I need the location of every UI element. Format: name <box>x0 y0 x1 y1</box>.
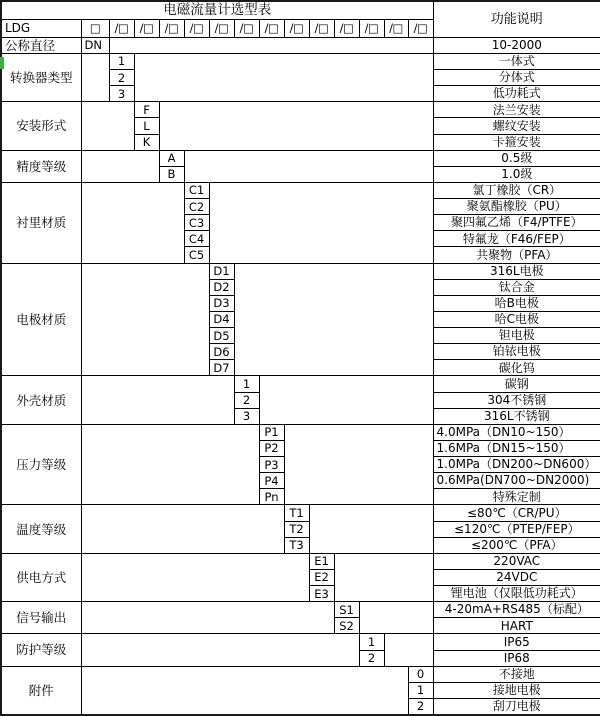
spacer-cell <box>334 553 433 601</box>
scan-artifact-mark <box>0 57 4 69</box>
option-description: 304不锈钢 <box>433 392 600 408</box>
spacer-cell <box>184 150 433 182</box>
group-label: 温度等级 <box>1 505 81 553</box>
spacer-cell <box>81 553 309 601</box>
model-first-box: □ <box>81 19 109 37</box>
model-slot-box: /□ <box>259 19 284 37</box>
spacer-cell <box>309 505 433 553</box>
option-description: IP68 <box>433 650 600 666</box>
option-description: 卡箍安装 <box>433 134 600 150</box>
table-row <box>1 505 600 521</box>
option-description: ≤80℃（CR/PU） <box>433 505 600 521</box>
option-code: A <box>159 150 184 166</box>
spacer-cell <box>284 424 433 505</box>
model-slot-box: /□ <box>284 19 309 37</box>
option-description: 不接地 <box>433 666 600 682</box>
group-label: 附件 <box>1 666 81 715</box>
option-code: 3 <box>234 408 259 424</box>
option-description: ≤120℃（PTEP/FEP） <box>433 521 600 537</box>
table-row <box>1 376 600 392</box>
option-code: C3 <box>184 215 209 231</box>
option-code: 0 <box>408 666 433 682</box>
option-code: C2 <box>184 199 209 215</box>
option-description: 4.0MPa（DN10~150） <box>433 424 600 440</box>
option-code: D5 <box>209 328 234 344</box>
group-label: 精度等级 <box>1 150 81 182</box>
option-description: 1.0级 <box>433 166 600 182</box>
option-code: P3 <box>259 457 284 473</box>
option-code: D7 <box>209 360 234 376</box>
option-code: 3 <box>109 86 134 102</box>
group-label: 防护等级 <box>1 634 81 666</box>
option-code: B <box>159 166 184 182</box>
option-description: 聚四氟乙烯（F4/PTFE） <box>433 215 600 231</box>
spacer-cell <box>81 634 359 666</box>
spacer-cell <box>259 376 433 424</box>
option-description: 碳化钨 <box>433 360 600 376</box>
option-description: 316L电极 <box>433 263 600 279</box>
table-row <box>1 424 600 440</box>
option-description: 哈B电极 <box>433 295 600 311</box>
option-description: 哈C电极 <box>433 311 600 327</box>
group-label-dn: 公称直径 <box>1 37 81 53</box>
spacer-cell <box>81 666 408 715</box>
option-code: 1 <box>359 634 384 650</box>
option-description: 钽电极 <box>433 328 600 344</box>
table-row <box>1 263 600 279</box>
model-slot-box: /□ <box>159 19 184 37</box>
option-description: 共聚物（PFA） <box>433 247 600 263</box>
option-description: 铂铱电极 <box>433 344 600 360</box>
option-code: T3 <box>284 537 309 553</box>
option-description: 4-20mA+RS485（标配） <box>433 602 600 618</box>
model-slot-box: /□ <box>359 19 384 37</box>
option-description: 碳钢 <box>433 376 600 392</box>
option-code: E2 <box>309 569 334 585</box>
option-description: HART <box>433 618 600 634</box>
group-label: 衬里材质 <box>1 182 81 263</box>
group-label: 安装形式 <box>1 102 81 150</box>
option-description: 1.6MPa（DN15~150） <box>433 440 600 456</box>
option-code: E3 <box>309 586 334 602</box>
spacer-cell <box>81 376 234 424</box>
option-code: P2 <box>259 440 284 456</box>
table-row <box>1 634 600 650</box>
option-description: IP65 <box>433 634 600 650</box>
option-description: 钛合金 <box>433 279 600 295</box>
option-description: 低功耗式 <box>433 86 600 102</box>
option-code: L <box>134 118 159 134</box>
option-description: 锂电池（仅限低功耗式） <box>433 586 600 602</box>
model-slot-box: /□ <box>109 19 134 37</box>
option-code: E1 <box>309 553 334 569</box>
table-row <box>1 150 600 166</box>
spacer-cell <box>359 602 433 634</box>
option-code: 2 <box>109 70 134 86</box>
group-label: 电极材质 <box>1 263 81 376</box>
function-column-header: 功能说明 <box>433 1 600 37</box>
option-code: D2 <box>209 279 234 295</box>
spacer-cell <box>81 150 159 182</box>
option-description: 特氟龙（F46/FEP） <box>433 231 600 247</box>
option-code: D6 <box>209 344 234 360</box>
spacer-cell <box>81 53 109 101</box>
option-code: T1 <box>284 505 309 521</box>
option-description: ≤200℃（PFA） <box>433 537 600 553</box>
spacer-cell <box>81 505 284 553</box>
model-slot-box: /□ <box>134 19 159 37</box>
group-label: 供电方式 <box>1 553 81 601</box>
option-description: 氯丁橡胶（CR） <box>433 182 600 198</box>
option-description: 接地电极 <box>433 682 600 698</box>
spacer-cell <box>209 182 433 263</box>
option-code: D3 <box>209 295 234 311</box>
option-code: S2 <box>334 618 359 634</box>
option-description: 一体式 <box>433 53 600 69</box>
table-row <box>1 553 600 569</box>
model-slot-box: /□ <box>408 19 433 37</box>
option-description: 特殊定制 <box>433 489 600 505</box>
option-code: T2 <box>284 521 309 537</box>
option-code: K <box>134 134 159 150</box>
dn-description: 10-2000 <box>433 37 600 53</box>
table-row <box>1 182 600 198</box>
option-description: 法兰安装 <box>433 102 600 118</box>
spacer-cell <box>81 263 209 376</box>
group-label: 外壳材质 <box>1 376 81 424</box>
page-title: 电磁流量计选型表 <box>1 1 433 19</box>
spacer-cell <box>384 634 433 666</box>
option-code: 2 <box>234 392 259 408</box>
group-label: 转换器类型 <box>1 53 81 101</box>
spacer-cell <box>81 102 134 150</box>
table-row <box>1 1 600 19</box>
spacer-cell <box>81 602 334 634</box>
spacer-cell <box>159 102 433 150</box>
option-code: 2 <box>359 650 384 666</box>
option-code: 2 <box>408 698 433 715</box>
spacer-cell <box>134 53 433 101</box>
dn-code: DN <box>81 37 109 53</box>
option-code: 1 <box>234 376 259 392</box>
spacer-cell <box>81 424 259 505</box>
option-description: 0.6MPa(DN700~DN2000) <box>433 473 600 489</box>
model-slot-box: /□ <box>334 19 359 37</box>
table-row <box>1 602 600 618</box>
option-description: 聚氨酯橡胶（PU） <box>433 199 600 215</box>
option-description: 螺纹安装 <box>433 118 600 134</box>
option-code: 1 <box>109 53 134 69</box>
table-row <box>1 37 600 53</box>
model-slot-box: /□ <box>184 19 209 37</box>
table-row <box>1 53 600 69</box>
spacer-cell <box>81 182 184 263</box>
model-slot-box: /□ <box>209 19 234 37</box>
option-description: 1.0MPa（DN200~DN600） <box>433 457 600 473</box>
option-description: 220VAC <box>433 553 600 569</box>
option-code: F <box>134 102 159 118</box>
table-row <box>1 666 600 682</box>
option-code: 1 <box>408 682 433 698</box>
model-slot-box: /□ <box>384 19 408 37</box>
option-code: P1 <box>259 424 284 440</box>
option-code: D1 <box>209 263 234 279</box>
option-description: 刮刀电极 <box>433 698 600 715</box>
spacer-cell <box>234 263 433 376</box>
option-description: 316L不锈钢 <box>433 408 600 424</box>
option-code: Pn <box>259 489 284 505</box>
option-description: 0.5级 <box>433 150 600 166</box>
group-label: 信号输出 <box>1 602 81 634</box>
table-row <box>1 102 600 118</box>
option-code: C4 <box>184 231 209 247</box>
model-slot-box: /□ <box>234 19 259 37</box>
spacer-cell <box>109 37 433 53</box>
option-code: D4 <box>209 311 234 327</box>
option-code: C5 <box>184 247 209 263</box>
option-code: S1 <box>334 602 359 618</box>
option-code: P4 <box>259 473 284 489</box>
option-description: 分体式 <box>433 70 600 86</box>
group-label: 压力等级 <box>1 424 81 505</box>
option-code: C1 <box>184 182 209 198</box>
model-prefix: LDG <box>1 19 81 37</box>
model-slot-box: /□ <box>309 19 334 37</box>
option-description: 24VDC <box>433 569 600 585</box>
